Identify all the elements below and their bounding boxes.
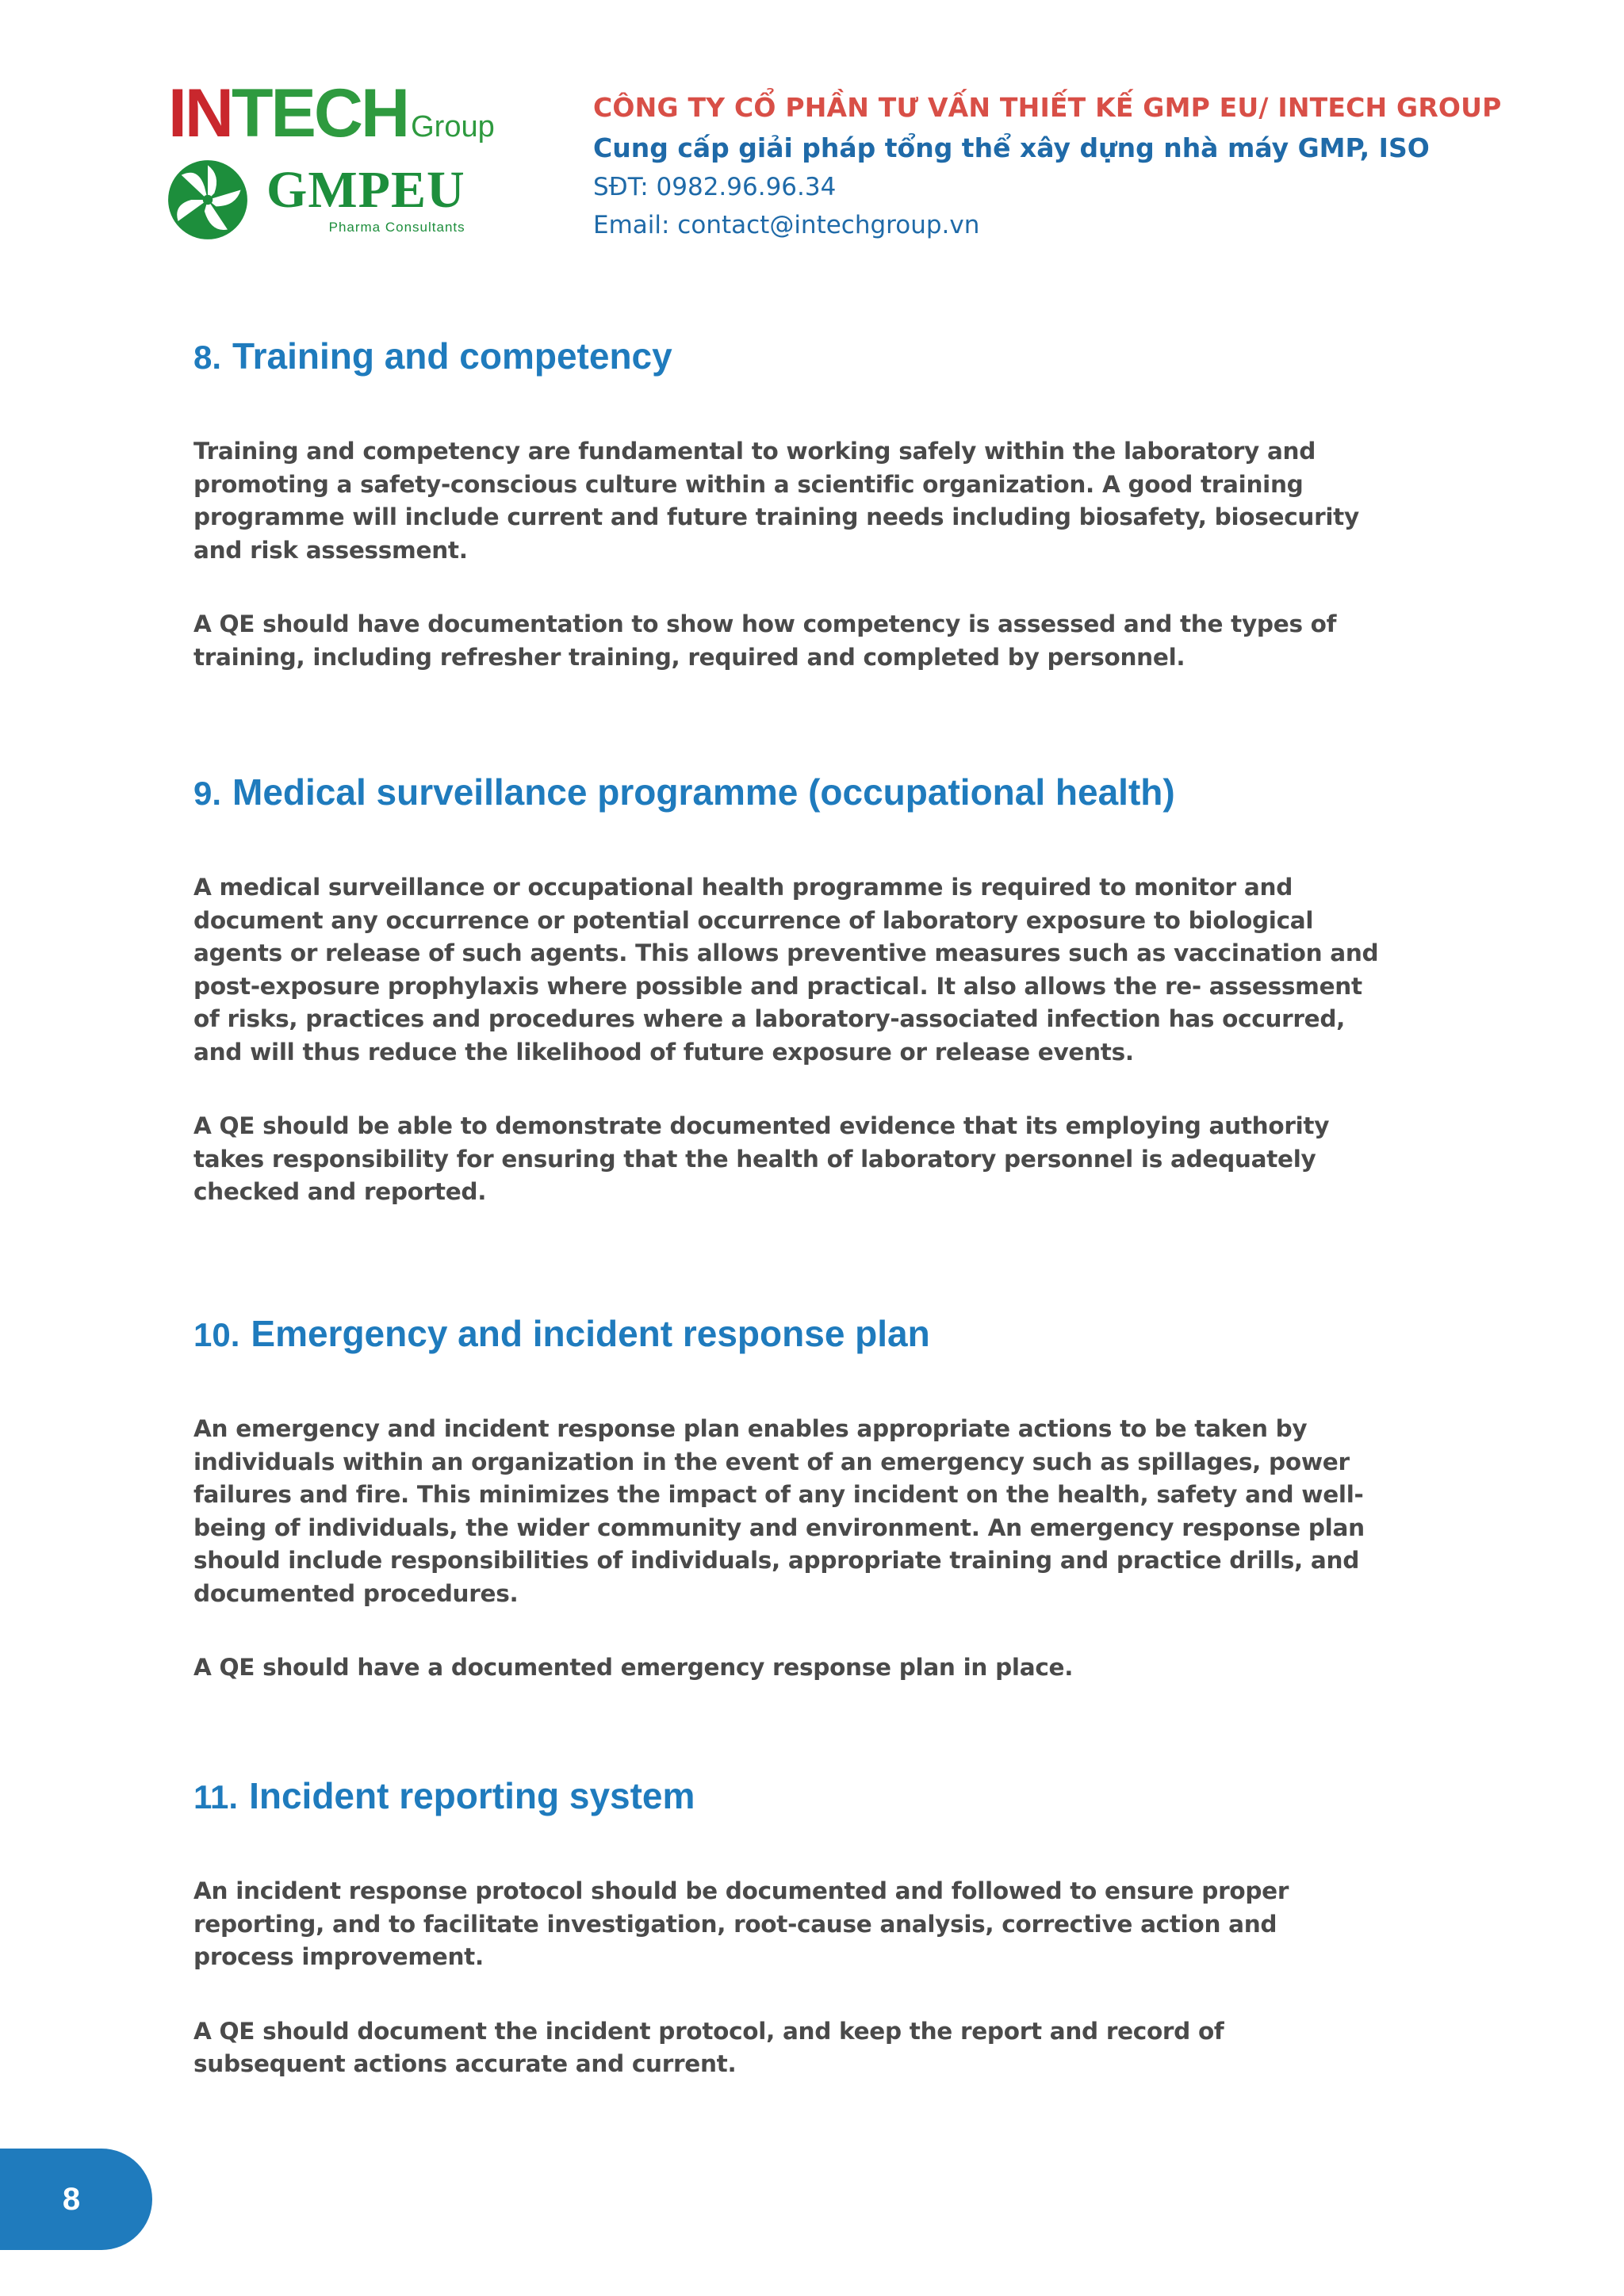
gmpeu-name: GMPEU <box>266 161 465 219</box>
gmpeu-logo <box>167 159 465 241</box>
section-heading <box>193 1312 1383 1356</box>
section-emergency-response <box>193 1312 1383 1685</box>
company-slogan: Cung cấp giải pháp tổng thể xây dựng nhà máy GMP, ISO <box>593 132 1430 163</box>
company-email[interactable]: Email: contact@intechgroup.vn <box>593 211 980 239</box>
section-number: 10. <box>193 1316 240 1353</box>
section-title: Emergency and incident response plan <box>251 1313 930 1354</box>
section-paragraph: Training and competency are fundamental to working safely within the laboratory and promoting a safety-conscious culture within a scientific organization. A good training programme will include current and future training needs including biosafety, biosecurity and risk assessment. <box>193 438 1359 564</box>
intech-wordmark-red: IN <box>168 75 232 151</box>
intech-group-suffix: Group <box>411 110 495 144</box>
section-paragraph: A medical surveillance or occupational health programme is required to monitor and document any occurrence or potential occurrence of laboratory exposure to biological agents or release of such agents. This allows preventive measures such as vaccination and post-exposure prophylaxis where possible and practical. It also allows the re- assessment of risks, practices and procedures where a laboratory-associated infection has occurred, and will thus reduce the likelihood of future exposure or release events. <box>193 874 1379 1066</box>
page-number: 8 <box>62 2181 81 2217</box>
section-number: 9. <box>193 775 222 812</box>
intech-wordmark-green: TECH <box>232 75 408 151</box>
section-paragraph: A QE should be able to demonstrate documented evidence that its employing authority takes responsibility for ensuring that the health of laboratory personnel is adequately checked and reported. <box>193 1112 1330 1206</box>
section-paragraph: An incident response protocol should be documented and followed to ensure proper reporting, and to facilitate investigation, root-cause analysis, corrective action and process improvement. <box>193 1877 1289 1971</box>
section-number: 11. <box>193 1778 239 1816</box>
company-name: CÔNG TY CỔ PHẦN TƯ VẤN THIẾT KẾ GMP EU/ INTECH GROUP <box>593 92 1502 123</box>
section-title: Medical surveillance programme (occupational health) <box>232 771 1175 813</box>
section-incident-reporting <box>193 1774 1383 2081</box>
section-number: 8. <box>193 339 222 376</box>
intech-group-logo <box>168 75 495 151</box>
section-paragraph: A QE should have a documented emergency response plan in place. <box>193 1654 1074 1682</box>
company-info <box>593 92 1502 239</box>
section-title: Training and competency <box>232 335 672 377</box>
company-phone: SĐT: 0982.96.96.34 <box>593 173 837 201</box>
gmpeu-tagline: Pharma Consultants <box>328 220 465 235</box>
intech-wordmark <box>168 75 408 151</box>
section-heading <box>193 1774 1383 1818</box>
page-number-tab <box>0 2149 152 2250</box>
section-paragraph: A QE should document the incident protocol, and keep the report and record of subsequent actions accurate and current. <box>193 2017 1224 2078</box>
section-paragraph: An emergency and incident response plan enables appropriate actions to be taken by individuals within an organization in the event of an emergency such as spillages, power failures and fire. This minimizes the impact of any incident on the health, safety and well-being of individuals, the wider community and environment. An emergency response plan should include responsibilities of individuals, appropriate training and practice drills, and documented procedures. <box>193 1415 1365 1607</box>
section-training-competency <box>193 335 1383 674</box>
section-paragraph: A QE should have documentation to show how competency is assessed and the types of training, including refresher training, required and completed by personnel. <box>193 610 1337 671</box>
section-heading <box>193 335 1383 378</box>
section-heading <box>193 771 1383 814</box>
leaf-pinwheel-icon <box>167 159 249 241</box>
section-title: Incident reporting system <box>249 1775 695 1816</box>
section-medical-surveillance <box>193 771 1383 1209</box>
